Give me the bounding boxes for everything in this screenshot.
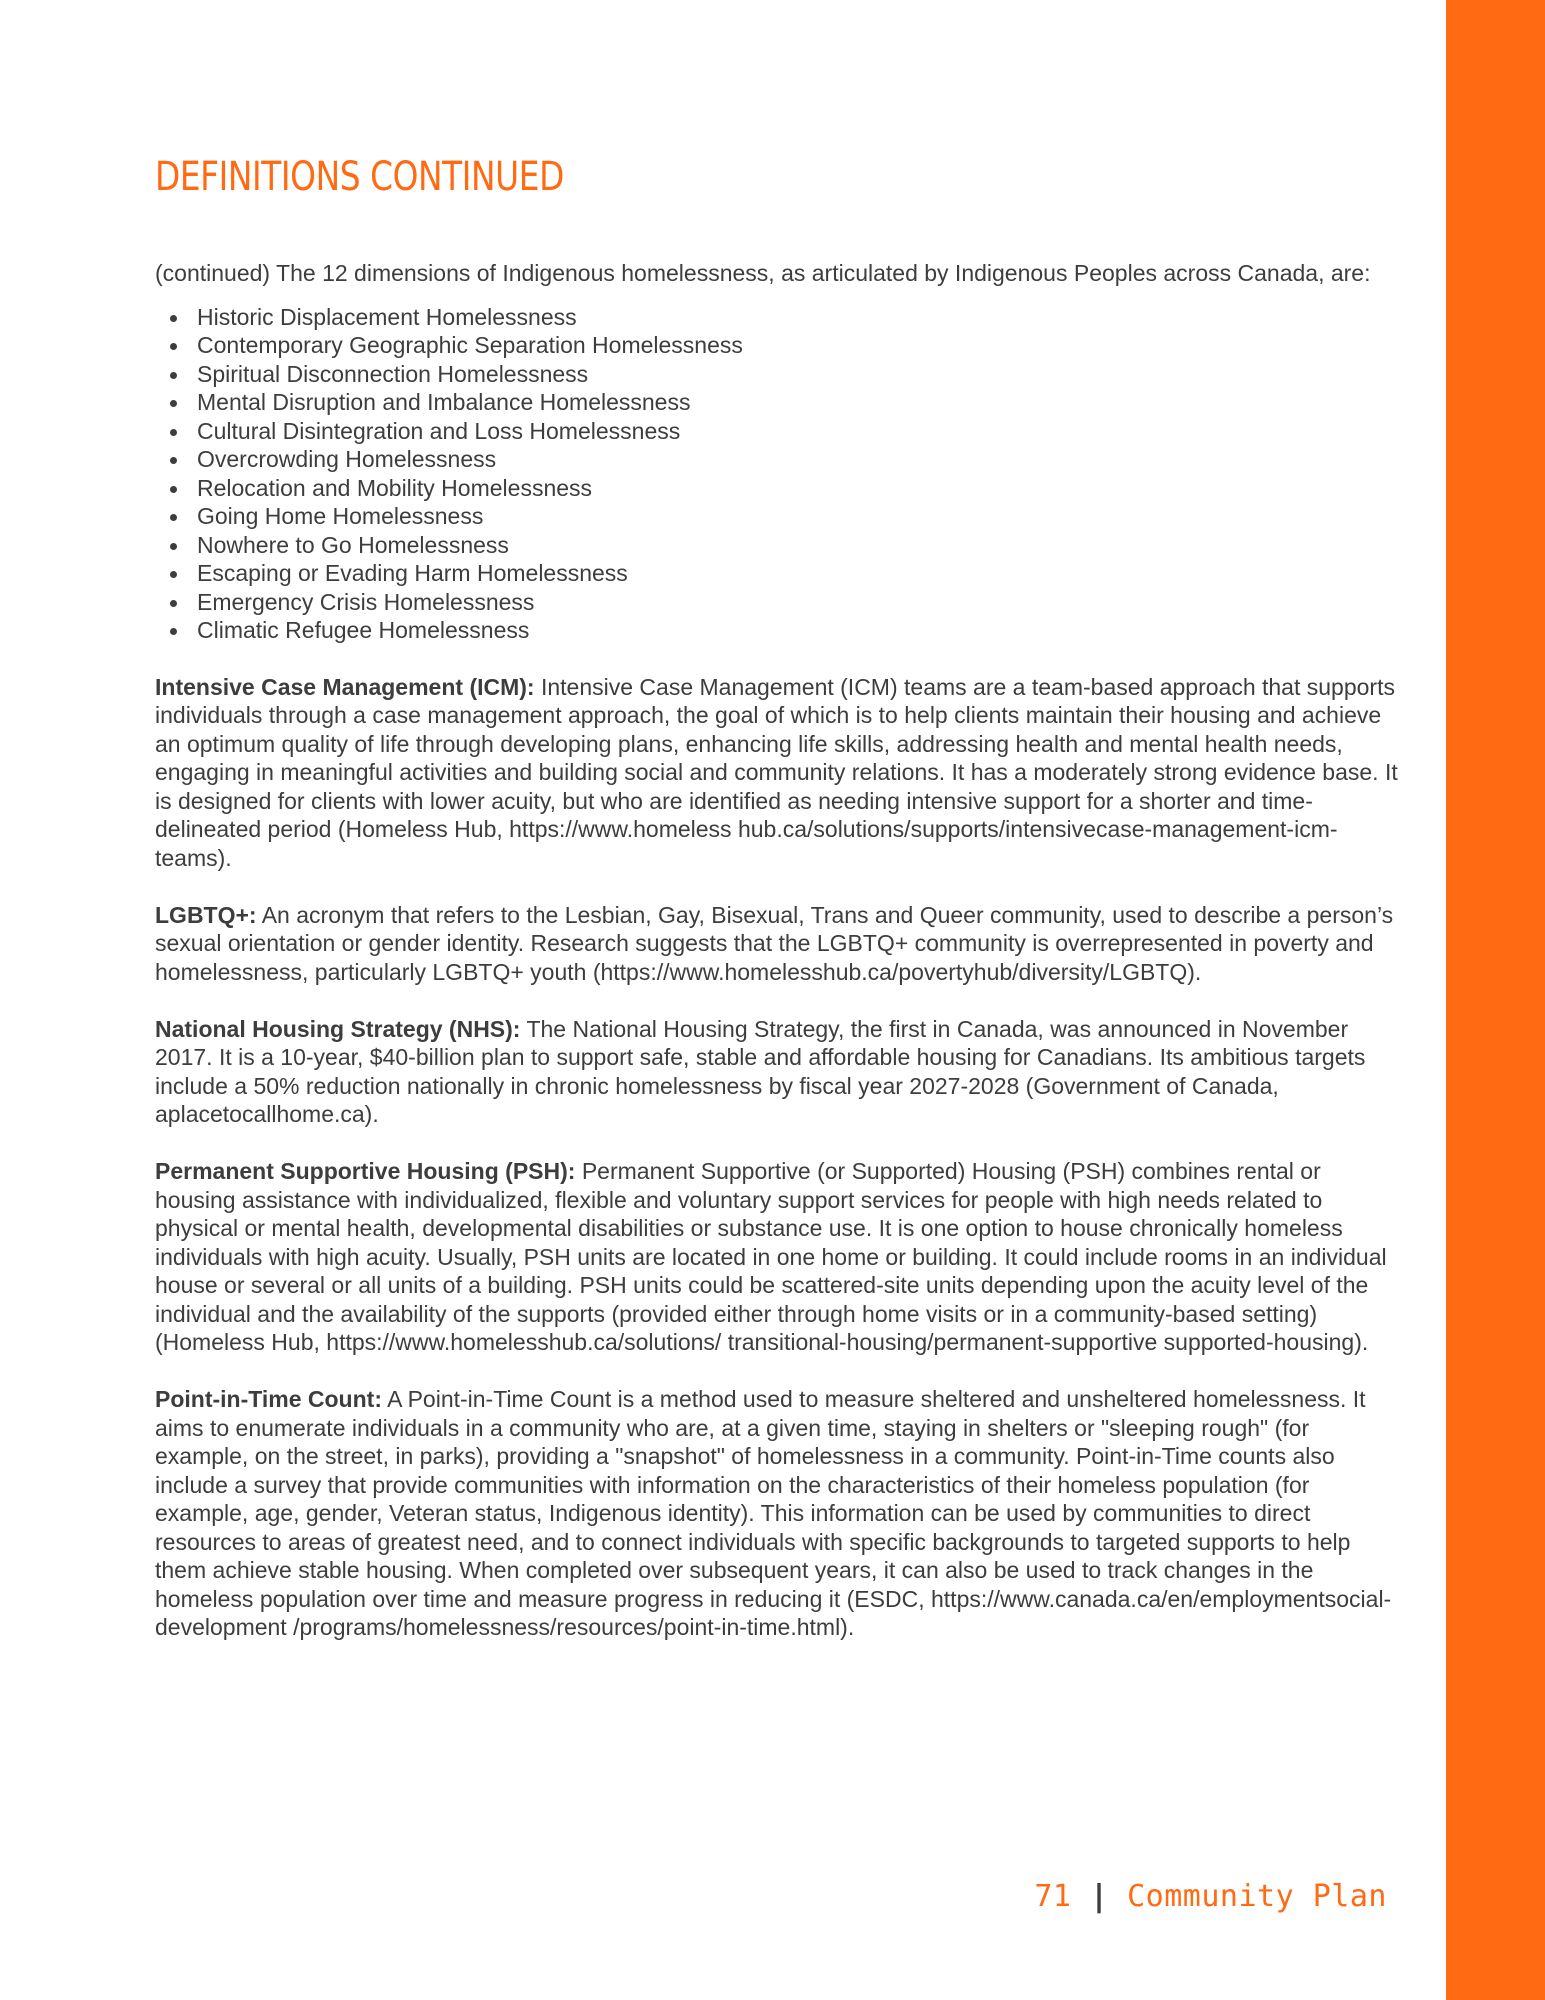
list-item: Nowhere to Go Homelessness — [197, 531, 1400, 560]
definition-text: The National Housing Strategy, the first in Canada, was announced in November 2017. It is a 10-year, $40-billion plan to support safe, stable and affordable housing for Canadians. Its ambitious targets include a 50% reduction nationally in chronic homelessness by fiscal year 2027-2028 (Government of Canada, aplacetocallhome.ca). — [155, 1015, 1366, 1127]
definition-psh — [155, 1157, 1400, 1357]
definition-term: Permanent Supportive Housing (PSH): — [155, 1158, 576, 1184]
definition-text: An acronym that refers to the Lesbian, Gay, Bisexual, Trans and Queer community, used to describe a person’s sexual orientation or gender identity. Research suggests that the LGBTQ+ community is overrepresented in poverty and homelessness, particularly LGBTQ+ youth (https://www.homelesshub.ca/povertyhub/diversity/LGBTQ). — [155, 901, 1394, 985]
definition-term: National Housing Strategy (NHS): — [155, 1015, 521, 1042]
definition-text: Intensive Case Management (ICM) teams are a team-based approach that supports individuals through a case management approach, the goal of which is to help clients maintain their housing and achieve an optimum quality of life through developing plans, enhancing life skills, addressing health and mental health needs, engaging in meaningful activities and building social and community relations. It has a moderately strong evidence base. It is designed for clients with lower acuity, but who are identified as needing intensive support for a shorter and time-delineated period (Homeless Hub, https://www.homeless hub.ca/solutions/supports/intensivecase-management-icm-teams). — [155, 673, 1398, 871]
list-item: Climatic Refugee Homelessness — [197, 616, 1400, 645]
page-footer — [1034, 1879, 1387, 1914]
definition-term: Intensive Case Management (ICM): — [155, 673, 535, 700]
side-accent-band — [1446, 0, 1545, 2000]
definition-pit-count — [155, 1385, 1400, 1642]
list-item: Historic Displacement Homelessness — [197, 303, 1400, 332]
list-item: Escaping or Evading Harm Homelessness — [197, 559, 1400, 588]
page-number: 71 — [1034, 1879, 1072, 1914]
list-item: Overcrowding Homelessness — [197, 445, 1400, 474]
footer-separator: | — [1090, 1879, 1109, 1914]
intro-paragraph: (continued) The 12 dimensions of Indigenous homelessness, as articulated by Indigenous Peoples across Canada, are: — [155, 260, 1371, 286]
document-name: Community Plan — [1127, 1879, 1387, 1914]
dimensions-list — [155, 303, 1400, 645]
page-title: DEFINITIONS CONTINUED — [155, 154, 564, 200]
definition-text: Permanent Supportive (or Supported) Housing (PSH) combines rental or housing assistance with individualized, flexible and voluntary support services for people with high needs related to physical or mental health, developmental disabilities or substance use. It is one option to house chronically homeless individuals with high acuity. Usually, PSH units are located in one home or building. It could include rooms in an individual house or several or all units of a building. PSH units could be scattered-site units depending upon the acuity level of the individual and the availability of the supports (provided either through home visits or in a community-based setting) (Homeless Hub, https://www.homelesshub.ca/solutions/ transitional-housing/permanent-supportive supported-housing). — [155, 1158, 1387, 1355]
list-item: Relocation and Mobility Homelessness — [197, 474, 1400, 503]
body-text — [155, 259, 1400, 1670]
definition-term: LGBTQ+: — [155, 901, 257, 928]
definition-lgbtq — [155, 901, 1400, 987]
definition-text: A Point-in-Time Count is a method used to measure sheltered and unsheltered homelessness. It aims to enumerate individuals in a community who are, at a given time, staying in shelters or "sleeping rough" (for example, on the street, in parks), providing a "snapshot" of homelessness in a community. Point-in-Time counts also include a survey that provide communities with information on the characteristics of their homeless population (for example, age, gender, Veteran status, Indigenous identity). This information can be used by communities to direct resources to areas of greatest need, and to connect individuals with specific backgrounds to targeted supports to help them achieve stable housing. When completed over subsequent years, it can also be used to track changes in the homeless population over time and measure progress in reducing it (ESDC, https://www.canada.ca/en/employmentsocial-development /programs/homelessness/resources/point-in-time.html). — [155, 1386, 1392, 1640]
list-item: Emergency Crisis Homelessness — [197, 588, 1400, 617]
list-item: Spiritual Disconnection Homelessness — [197, 360, 1400, 389]
list-item: Mental Disruption and Imbalance Homelessness — [197, 388, 1400, 417]
definition-nhs — [155, 1015, 1400, 1129]
list-item: Cultural Disintegration and Loss Homelessness — [197, 417, 1400, 446]
definition-term: Point-in-Time Count: — [155, 1386, 382, 1412]
list-item: Going Home Homelessness — [197, 502, 1400, 531]
list-item: Contemporary Geographic Separation Homelessness — [197, 331, 1400, 360]
definition-icm — [155, 673, 1400, 873]
